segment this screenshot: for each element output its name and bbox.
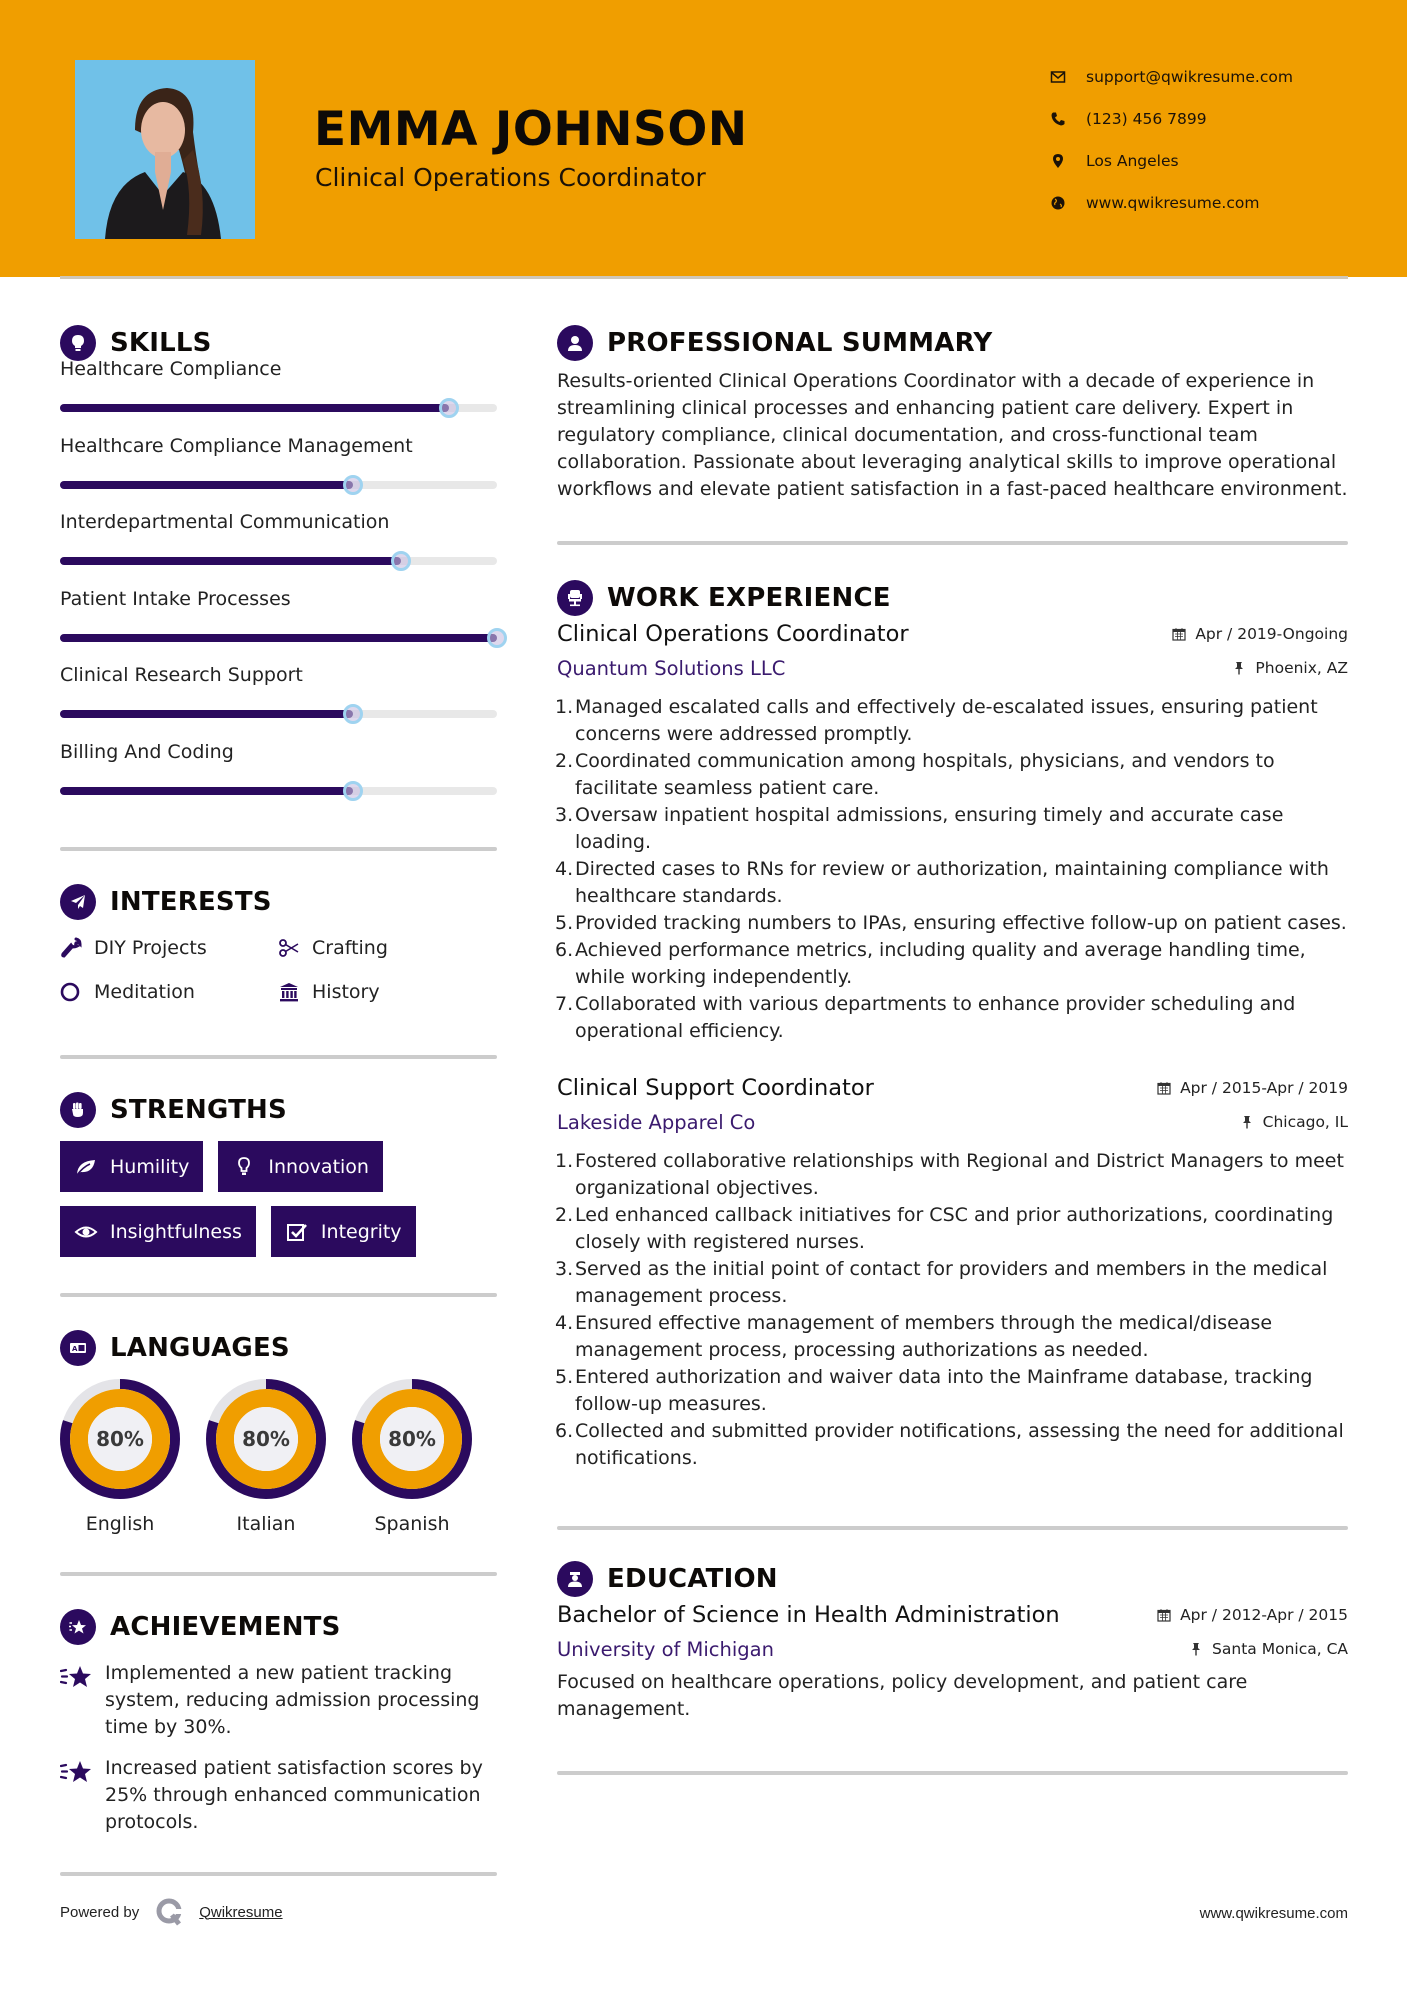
section-divider bbox=[557, 541, 1348, 545]
language-icon bbox=[60, 1330, 96, 1366]
skill-knob bbox=[343, 475, 363, 495]
profile-photo bbox=[75, 60, 255, 239]
job-bullet: 2. Led enhanced callback initiatives for CSC and prior authorizations, coordinating closely with registered nurses. bbox=[555, 1204, 1334, 1253]
strength-badge bbox=[271, 1206, 416, 1257]
language-name: Italian bbox=[236, 1513, 296, 1535]
language-percent: 80% bbox=[388, 1427, 436, 1451]
envelope-icon bbox=[1050, 69, 1086, 85]
achievements-heading bbox=[60, 1604, 497, 1650]
language-donut bbox=[352, 1379, 472, 1499]
skill-item bbox=[60, 354, 497, 431]
skill-item bbox=[60, 584, 497, 661]
skill-knob bbox=[391, 551, 411, 571]
language-name: English bbox=[85, 1513, 155, 1535]
pushpin-icon bbox=[1240, 1115, 1254, 1129]
person-photo-illustration bbox=[75, 60, 255, 239]
skill-name: Billing And Coding bbox=[60, 740, 234, 763]
languages-list bbox=[60, 1379, 497, 1535]
education-header bbox=[557, 1602, 1348, 1628]
languages-title: LANGUAGES bbox=[110, 1333, 290, 1363]
job-dates bbox=[1157, 1079, 1348, 1097]
education-subheader bbox=[557, 1638, 1348, 1661]
achievement-text: Implemented a new patient tracking system, reducing admission processing time by 30%. bbox=[105, 1662, 480, 1738]
pushpin-icon bbox=[1232, 661, 1246, 675]
skill-bar bbox=[60, 787, 497, 795]
strength-badge bbox=[60, 1206, 256, 1257]
skills-section bbox=[60, 320, 497, 813]
skill-knob bbox=[343, 781, 363, 801]
interest-label: History bbox=[312, 981, 380, 1003]
interests-title: INTERESTS bbox=[110, 887, 272, 917]
skill-knob bbox=[439, 398, 459, 418]
achievements-section bbox=[60, 1604, 497, 1836]
skill-name: Healthcare Compliance bbox=[60, 358, 282, 380]
globe-icon bbox=[1050, 195, 1086, 211]
contact-list bbox=[1050, 56, 1293, 224]
section-divider bbox=[60, 1572, 497, 1576]
powered-by-label: Powered by bbox=[60, 1903, 140, 1921]
interests-list bbox=[60, 931, 497, 1009]
job-subheader bbox=[557, 657, 1348, 680]
skill-knob bbox=[343, 704, 363, 724]
achievements-title: ACHIEVEMENTS bbox=[110, 1612, 341, 1642]
job-bullet: 1. Fostered collaborative relationships with Regional and District Managers to meet organizational objectives. bbox=[555, 1150, 1344, 1199]
job-entry bbox=[557, 1075, 1348, 1472]
interest-label: Meditation bbox=[94, 981, 195, 1003]
map-marker-icon bbox=[1050, 153, 1086, 169]
skill-bar bbox=[60, 634, 497, 642]
job-bullet: 3. Served as the initial point of contact for providers and members in the medical management process. bbox=[555, 1258, 1328, 1307]
job-dates-text: Apr / 2015-Apr / 2019 bbox=[1180, 1079, 1348, 1097]
degree: Bachelor of Science in Health Administration bbox=[557, 1602, 1060, 1628]
job-bullet: 3. Oversaw inpatient hospital admissions, ensuring timely and accurate case loading. bbox=[555, 804, 1284, 853]
calendar-icon bbox=[1157, 1081, 1171, 1095]
contact-phone[interactable] bbox=[1050, 98, 1293, 140]
job-bullet: 5. Provided tracking numbers to IPAs, ensuring effective follow-up on patient cases. bbox=[555, 912, 1347, 934]
phone-icon bbox=[1050, 111, 1086, 127]
left-column bbox=[60, 320, 497, 1876]
strength-label: Insightfulness bbox=[110, 1220, 242, 1243]
job-subheader bbox=[557, 1111, 1348, 1134]
languages-section bbox=[60, 1325, 497, 1535]
summary-text: Results-oriented Clinical Operations Coordinator with a decade of experience in streamlining clinical processes and enhancing patient care delivery. Expert in regulatory compliance, clinical documentation, and cross-functional team collaboration. Passionate about leveraging analytical skills to improve operational workflows and elevate patient satisfaction in a fast-paced healthcare environment. bbox=[557, 370, 1348, 500]
pushpin-icon bbox=[1189, 1642, 1203, 1656]
resume-header bbox=[0, 0, 1407, 277]
lightbulb-icon bbox=[232, 1155, 256, 1179]
job-bullets bbox=[557, 1148, 1348, 1472]
graduate-icon bbox=[557, 1561, 593, 1597]
summary-title: PROFESSIONAL SUMMARY bbox=[607, 328, 993, 358]
strengths-section bbox=[60, 1087, 497, 1257]
header-divider bbox=[60, 276, 1348, 279]
job-bullet: 1. Managed escalated calls and effectively de-escalated issues, ensuring patient concerns were addressed promptly. bbox=[555, 696, 1318, 745]
education-description: Focused on healthcare operations, policy development, and patient care management. bbox=[557, 1671, 1248, 1720]
job-bullet: 2. Coordinated communication among hospitals, physicians, and vendors to facilitate seamless patient care. bbox=[555, 750, 1275, 799]
section-divider bbox=[60, 1293, 497, 1297]
job-title: Clinical Support Coordinator bbox=[557, 1075, 874, 1101]
language-donut bbox=[60, 1379, 180, 1499]
job-dates-text: Apr / 2019-Ongoing bbox=[1195, 625, 1348, 643]
interest-item bbox=[278, 931, 496, 965]
leaf-icon bbox=[74, 1155, 98, 1179]
education-dates-text: Apr / 2012-Apr / 2015 bbox=[1180, 1606, 1348, 1624]
education-location-text: Santa Monica, CA bbox=[1212, 1640, 1348, 1658]
education-heading bbox=[557, 1556, 1348, 1602]
job-bullet: 5. Entered authorization and waiver data into the Mainframe database, tracking follow-up measures. bbox=[555, 1366, 1313, 1415]
strength-label: Integrity bbox=[320, 1220, 402, 1243]
education-title: EDUCATION bbox=[607, 1564, 778, 1594]
calendar-icon bbox=[1157, 1608, 1171, 1622]
section-divider bbox=[557, 1771, 1348, 1775]
achievements-list bbox=[60, 1660, 497, 1836]
contact-phone-text: (123) 456 7899 bbox=[1086, 110, 1207, 128]
contact-location bbox=[1050, 140, 1293, 182]
job-bullet: 4. Ensured effective management of members through the medical/disease management process, processing authorizations as needed. bbox=[555, 1312, 1273, 1361]
contact-email-text: support@qwikresume.com bbox=[1086, 68, 1293, 86]
strength-label: Innovation bbox=[268, 1155, 369, 1178]
skill-item bbox=[60, 660, 497, 737]
star-badge-icon bbox=[60, 1609, 96, 1645]
strengths-list bbox=[60, 1141, 497, 1257]
skill-item bbox=[60, 431, 497, 508]
star-icon bbox=[60, 1755, 105, 1836]
interests-section bbox=[60, 879, 497, 1009]
job-bullets bbox=[557, 694, 1348, 1045]
contact-email[interactable] bbox=[1050, 56, 1293, 98]
interest-item bbox=[60, 931, 278, 965]
skill-name: Healthcare Compliance Management bbox=[60, 434, 413, 457]
job-bullet: 7. Collaborated with various departments to enhance provider scheduling and operational efficiency. bbox=[555, 993, 1296, 1042]
job-bullet: 4. Directed cases to RNs for review or authorization, maintaining compliance with healthcare standards. bbox=[555, 858, 1329, 907]
education-dates bbox=[1157, 1606, 1348, 1624]
job-location-text: Chicago, IL bbox=[1262, 1113, 1348, 1131]
skill-bar bbox=[60, 710, 497, 718]
interest-item bbox=[60, 975, 278, 1009]
bank-icon bbox=[278, 981, 312, 1003]
company-name: Quantum Solutions LLC bbox=[557, 657, 786, 680]
experience-section bbox=[557, 575, 1348, 1472]
skill-bar bbox=[60, 481, 497, 489]
user-icon bbox=[557, 325, 593, 361]
contact-location-text: Los Angeles bbox=[1086, 152, 1179, 170]
achievement-item bbox=[60, 1660, 497, 1741]
qwikresume-logo-icon bbox=[155, 1897, 185, 1927]
job-location bbox=[1240, 1113, 1348, 1131]
skill-name: Interdepartmental Communication bbox=[60, 511, 390, 533]
contact-website[interactable] bbox=[1050, 182, 1293, 224]
calendar-icon bbox=[1172, 627, 1186, 641]
language-donut bbox=[206, 1379, 326, 1499]
skills-title: SKILLS bbox=[110, 328, 212, 358]
strength-badge bbox=[218, 1141, 383, 1192]
section-divider bbox=[557, 1526, 1348, 1530]
language-item bbox=[206, 1379, 326, 1535]
interest-item bbox=[278, 975, 496, 1009]
interest-label: DIY Projects bbox=[94, 937, 207, 959]
achievement-text: Increased patient satisfaction scores by 25% through enhanced communication protocols. bbox=[105, 1757, 483, 1833]
office-chair-icon bbox=[557, 580, 593, 616]
eye-icon bbox=[74, 1220, 98, 1244]
circle-icon bbox=[60, 981, 94, 1003]
strengths-heading bbox=[60, 1087, 497, 1133]
interest-label: Crafting bbox=[312, 937, 388, 959]
education-location bbox=[1189, 1640, 1348, 1658]
star-icon bbox=[60, 1660, 105, 1741]
job-entry bbox=[557, 621, 1348, 1045]
contact-website-text: www.qwikresume.com bbox=[1086, 194, 1260, 212]
summary-heading bbox=[557, 320, 1348, 366]
candidate-title: Clinical Operations Coordinator bbox=[315, 163, 706, 192]
job-location-text: Phoenix, AZ bbox=[1255, 659, 1348, 677]
job-header bbox=[557, 621, 1348, 647]
education-section bbox=[557, 1556, 1348, 1723]
section-divider bbox=[60, 1872, 497, 1876]
job-bullet: 6. Achieved performance metrics, including quality and average handling time, while working independently. bbox=[555, 939, 1306, 988]
skill-name: Clinical Research Support bbox=[60, 664, 303, 686]
fist-icon bbox=[60, 1092, 96, 1128]
job-dates bbox=[1172, 625, 1348, 643]
experience-title: WORK EXPERIENCE bbox=[607, 583, 891, 613]
strength-label: Humility bbox=[110, 1155, 190, 1178]
skill-bar bbox=[60, 557, 497, 565]
job-location bbox=[1232, 659, 1348, 677]
summary-section bbox=[557, 320, 1348, 503]
language-item bbox=[60, 1379, 180, 1535]
job-header bbox=[557, 1075, 1348, 1101]
language-item bbox=[352, 1379, 472, 1535]
job-title: Clinical Operations Coordinator bbox=[557, 621, 909, 647]
job-bullet: 6. Collected and submitted provider notifications, assessing the need for additional notifications. bbox=[555, 1420, 1344, 1469]
strengths-title: STRENGTHS bbox=[110, 1095, 287, 1125]
skill-knob bbox=[487, 628, 507, 648]
strength-badge bbox=[60, 1141, 203, 1192]
language-name: Spanish bbox=[374, 1513, 450, 1535]
skill-bar bbox=[60, 404, 497, 412]
experience-heading bbox=[557, 575, 1348, 621]
section-divider bbox=[60, 847, 497, 851]
svg-text:A: A bbox=[72, 1345, 78, 1354]
skill-item bbox=[60, 737, 497, 814]
company-name: Lakeside Apparel Co bbox=[557, 1111, 756, 1134]
skill-item bbox=[60, 507, 497, 584]
wrench-icon bbox=[60, 937, 94, 959]
languages-heading bbox=[60, 1325, 497, 1371]
school-name: University of Michigan bbox=[557, 1638, 774, 1661]
right-column bbox=[557, 320, 1348, 1775]
candidate-name: EMMA JOHNSON bbox=[314, 102, 748, 157]
skill-name: Patient Intake Processes bbox=[60, 587, 291, 610]
footer-website[interactable]: www.qwikresume.com bbox=[1199, 1905, 1348, 1922]
footer-powered-by bbox=[60, 1897, 283, 1927]
paper-plane-icon bbox=[60, 884, 96, 920]
check-square-icon bbox=[285, 1220, 309, 1244]
section-divider bbox=[60, 1055, 497, 1059]
interests-heading bbox=[60, 879, 497, 925]
achievement-item bbox=[60, 1755, 497, 1836]
qwikresume-link[interactable]: Qwikresume bbox=[199, 1903, 283, 1921]
scissors-icon bbox=[278, 937, 312, 959]
skills-list bbox=[60, 354, 497, 813]
language-percent: 80% bbox=[96, 1427, 144, 1451]
language-percent: 80% bbox=[242, 1427, 290, 1451]
